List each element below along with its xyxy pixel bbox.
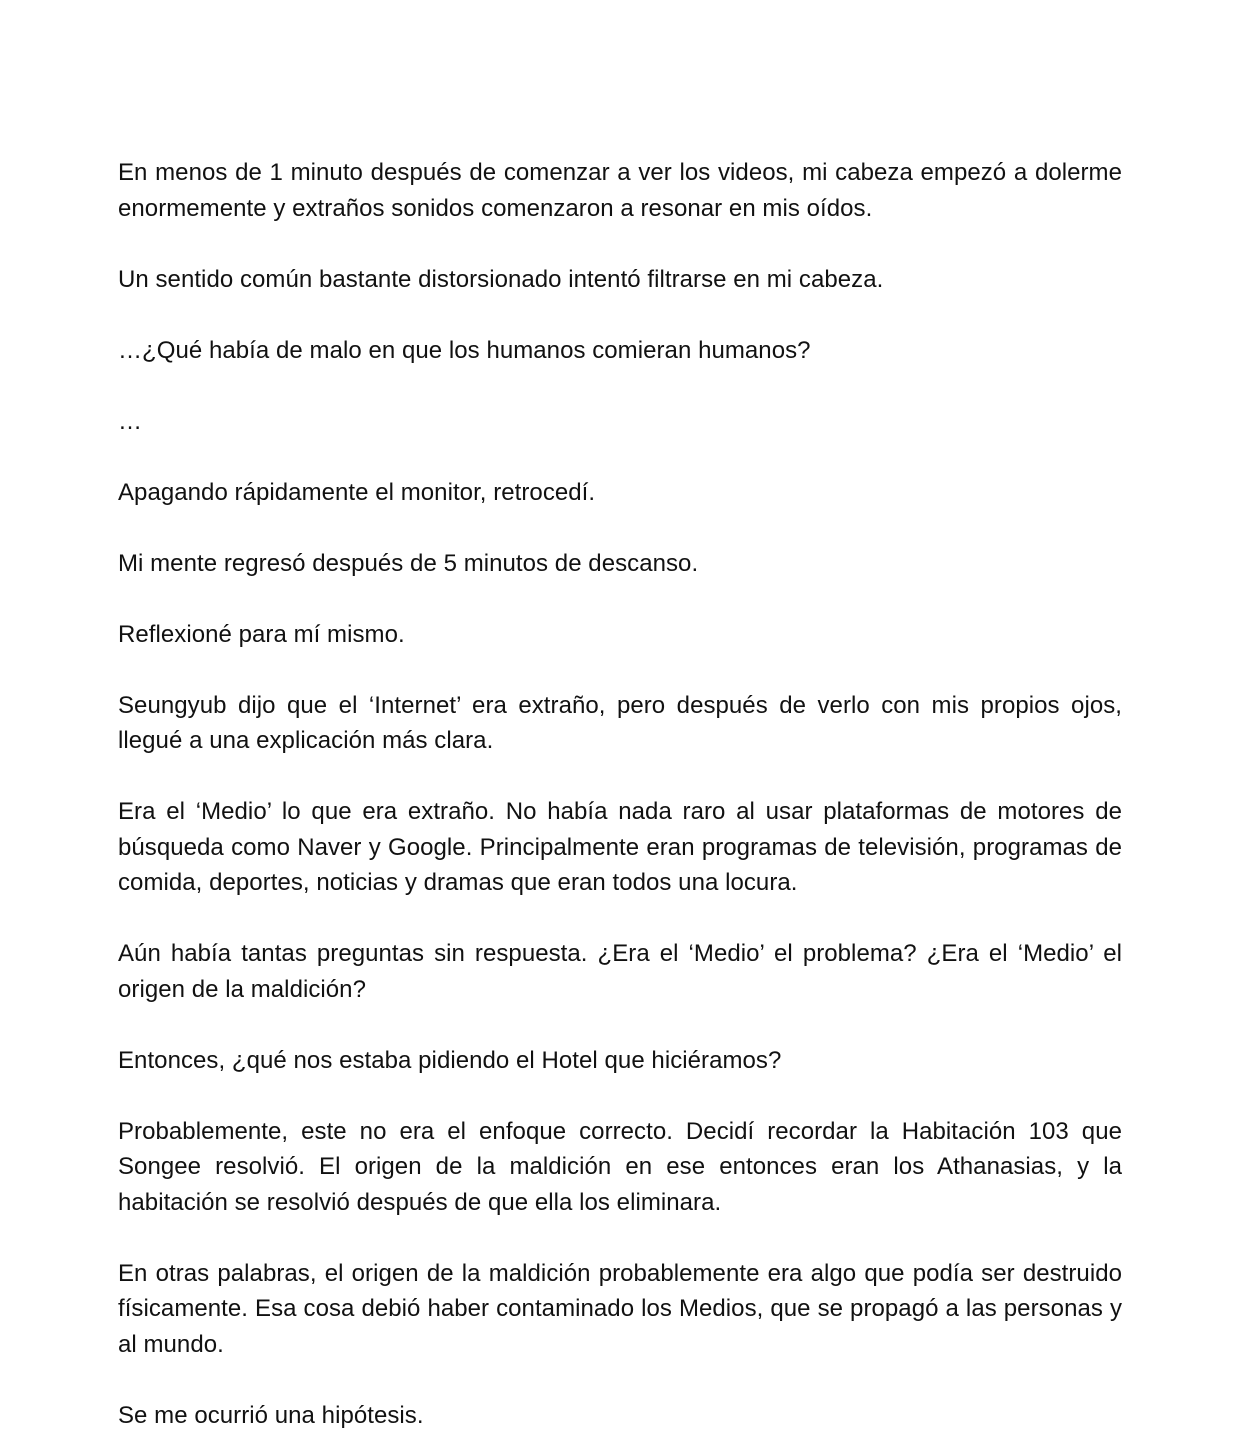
paragraph: En otras palabras, el origen de la maldición probablemente era algo que podía ser destruido físicamente. Esa cosa debió haber contaminado los Medios, que se propagó a las personas y al mundo. (118, 1259, 1122, 1358)
paragraph: Se me ocurrió una hipótesis. (118, 1401, 424, 1429)
paragraph: …¿Qué había de malo en que los humanos comieran humanos? (118, 336, 811, 364)
paragraph: Probablemente, este no era el enfoque correcto. Decidí recordar la Habitación 103 que Songee resolvió. El origen de la maldición en ese entonces eran los Athanasias, y la habitación se resolvió después de que ella los eliminara. (118, 1117, 1122, 1216)
paragraph: Era el ‘Medio’ lo que era extraño. No había nada raro al usar plataformas de motores de búsqueda como Naver y Google. Principalmente eran programas de televisión, programas de comida, deportes, noticias y dramas que eran todos una locura. (118, 798, 1122, 896)
paragraph: Reflexioné para mí mismo. (118, 620, 405, 648)
paragraph: Mi mente regresó después de 5 minutos de descanso. (118, 549, 699, 577)
paragraph: En menos de 1 minuto después de comenzar a ver los videos, mi cabeza empezó a dolerme enormemente y extraños sonidos comenzaron a resonar en mis oídos. (118, 159, 1122, 222)
paragraph: Entonces, ¿qué nos estaba pidiendo el Hotel que hiciéramos? (118, 1046, 782, 1074)
paragraph: Seungyub dijo que el ‘Internet’ era extraño, pero después de verlo con mis propios ojos, llegué a una explicación más clara. (118, 691, 1122, 754)
paragraph: … (118, 407, 143, 435)
paragraph: Un sentido común bastante distorsionado intentó filtrarse en mi cabeza. (118, 265, 884, 293)
document-page (118, 155, 1122, 1433)
paragraph: Aún había tantas preguntas sin respuesta. ¿Era el ‘Medio’ el problema? ¿Era el ‘Medio’ el origen de la maldición? (118, 940, 1122, 1003)
paragraph: Apagando rápidamente el monitor, retrocedí. (118, 478, 596, 506)
